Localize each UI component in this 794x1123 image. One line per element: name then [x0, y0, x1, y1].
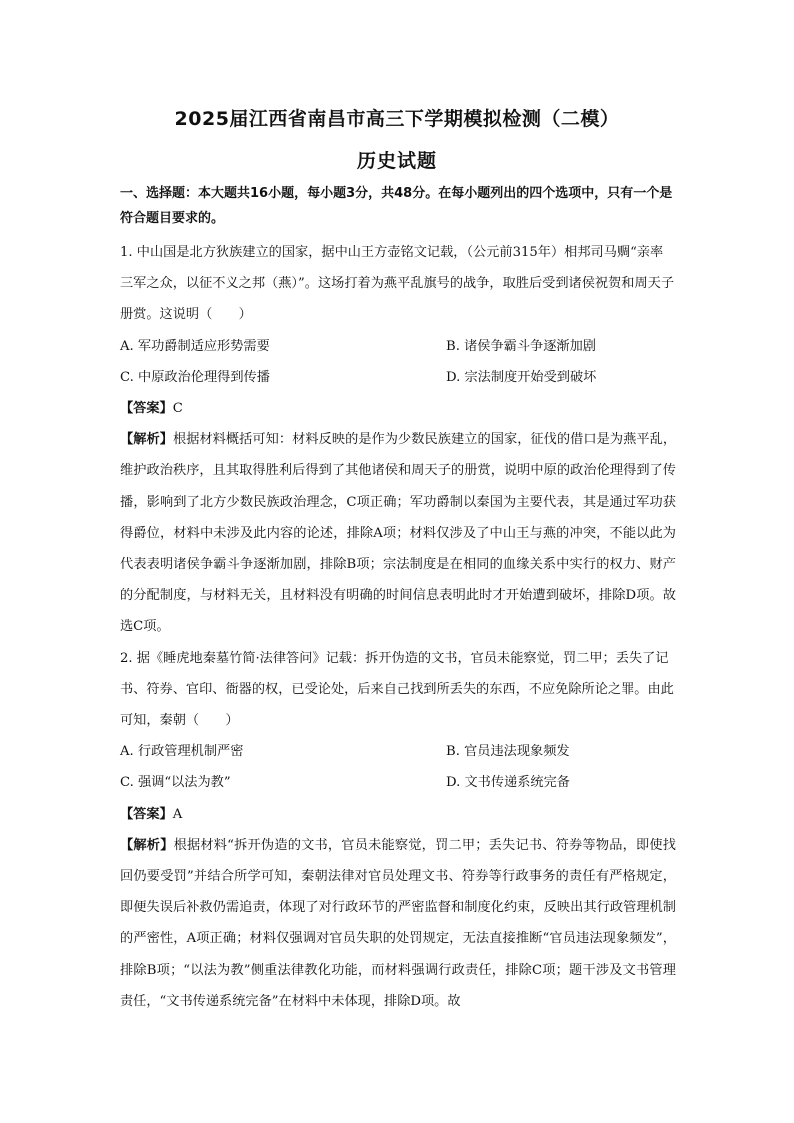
exam-title: 2025届江西省南昌市高三下学期模拟检测（二模） — [174, 108, 620, 130]
question-1-options — [120, 331, 676, 393]
question-2-option-b: B. 官员违法现象频发 — [446, 744, 570, 760]
answer-value: A — [172, 806, 183, 822]
question-1-option-b: B. 诸侯争霸斗争逐渐加剧 — [446, 338, 596, 354]
answer-tag: 【答案】 — [120, 401, 173, 417]
explanation-text: 根据材料概括可知：材料反映的是作为少数民族建立的国家，征伐的借口是为燕平乱，维护政治秩序，且其取得胜利后得到了其他诸侯和周天子的册赏，说明中原的政治伦理得到了传播，影响到了北方少数民族政治理念，C项正确；军功爵制以秦国为主要代表，其是通过军功获得爵位，材料中未涉及此内容的论述，排除A项；材料仅涉及了中山王与燕的冲突，不能以此为代表表明诸侯争霸斗争逐渐加剧，排除B项；宗法制度是在相同的血缘关系中实行的权力、财产的分配制度，与材料无关，且材料没有明确的时间信息表明此时才开始遭到破坏，排除D项。故选C项。 — [120, 432, 677, 635]
answer-value: C — [172, 401, 183, 417]
question-1-option-a: A. 军功爵制适应形势需要 — [120, 338, 270, 354]
question-2-option-d: D. 文书传递系统完备 — [446, 775, 570, 791]
explanation-text: 根据材料“拆开伪造的文书，官员未能察觉，罚二甲；丢失记书、符券等物品，即使找回仍要受罚”并结合所学可知，秦朝法律对官员处理文书、符券等行政事务的责任有严格规定，即便失误后补救仍需追责，体现了对行政环节的严密监督和制度化约束，反映出其行政管理机制的严密性，A项正确；材料仅强调对官员失职的处罚规定，无法直接推断“官员违法现象频发”，排除B项；“以法为教”侧重法律教化功能，而材料强调行政责任，排除C项；题干涉及文书管理责任，“文书传递系统完备”在材料中未体现，排除D项。故 — [120, 837, 676, 1009]
question-1-option-c: C. 中原政治伦理得到传播 — [120, 369, 270, 385]
question-1-explanation — [120, 424, 676, 642]
question-1-answer — [120, 393, 676, 424]
question-2-explanation — [120, 830, 676, 1017]
question-2-answer — [120, 799, 676, 830]
question-2-stem: 2. 据《睡虎地秦墓竹简·法律答问》记载：拆开伪造的文书，官员未能察觉，罚二甲；丢失了记书、符券、官印、衙器的权，已受论处，后来自己找到所丢失的东西，不应免除所论之罪。由此可知，秦朝（ ） — [120, 650, 674, 729]
explain-tag: 【解析】 — [120, 432, 173, 448]
explain-tag: 【解析】 — [120, 837, 174, 853]
question-1-stem: 1. 中山国是北方狄族建立的国家，据中山王方壶铭文记载，（公元前315年）相邦司马赒“亲率三军之众，以征不义之邦（燕）”。这场打着为燕平乱旗号的战争，取胜后受到诸侯祝贺和周天子册赏。这说明（ ） — [120, 245, 675, 323]
question-2-option-a: A. 行政管理机制严密 — [120, 744, 244, 760]
section-heading: 一、选择题：本大题共16小题，每小题3分，共48分。在每小题列出的四个选项中，只有一个是符合题目要求的。 — [120, 186, 673, 226]
exam-subject: 历史试题 — [356, 150, 437, 172]
question-2-options — [120, 736, 676, 798]
question-2-option-c: C. 强调“以法为教” — [120, 775, 231, 791]
answer-tag: 【答案】 — [120, 806, 173, 822]
question-1-option-d: D. 宗法制度开始受到破坏 — [446, 369, 597, 385]
exam-content — [120, 182, 676, 1017]
